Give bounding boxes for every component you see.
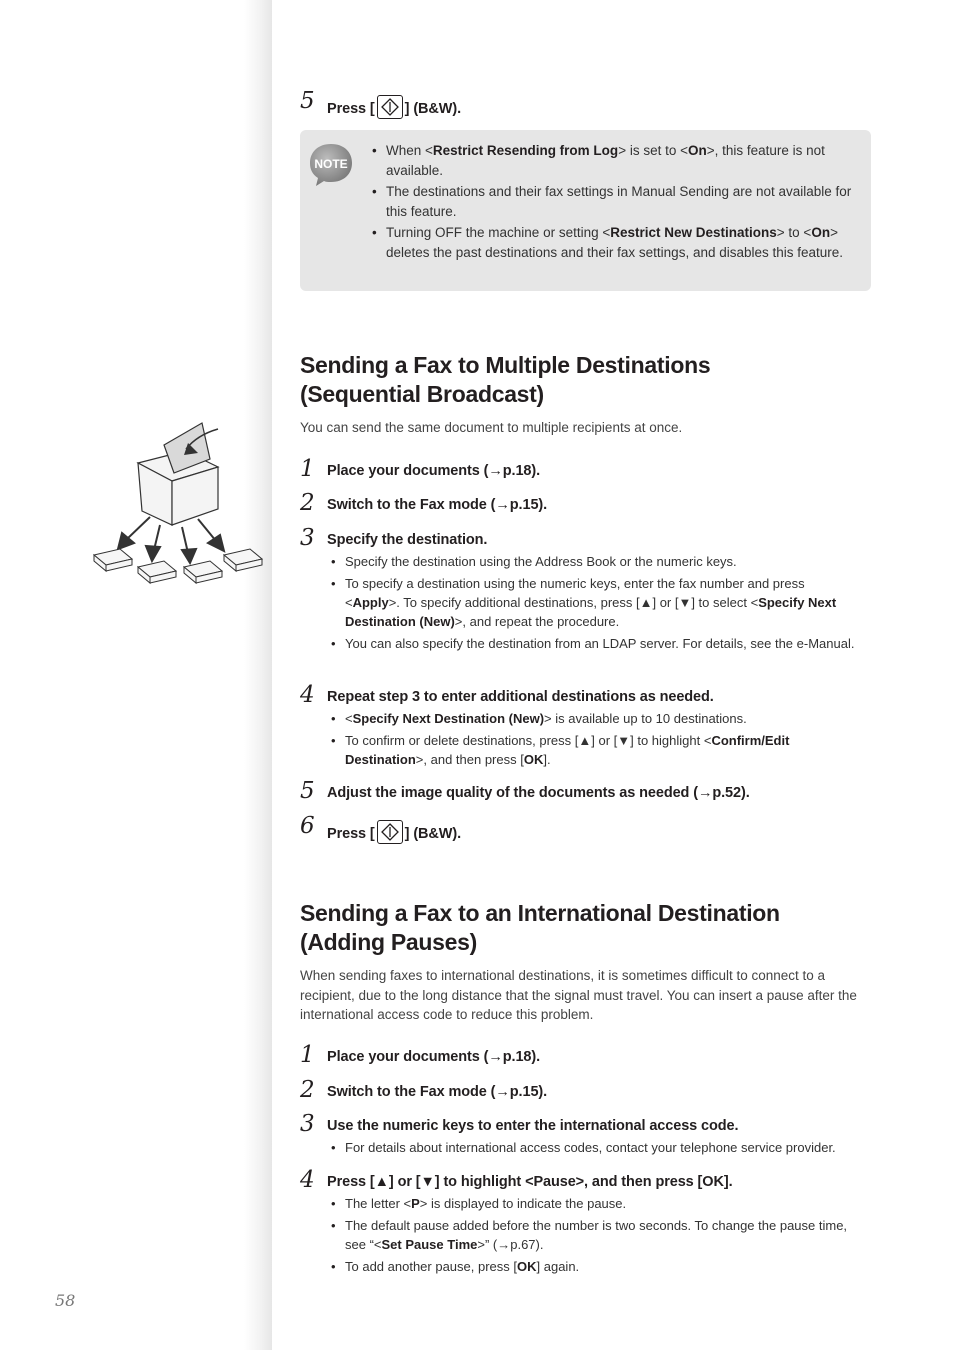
note-label: NOTE (314, 157, 348, 171)
page-number: 58 (55, 1291, 76, 1310)
list-item: • The default pause added before the number is two seconds. To change the pause time, see “<Set Pause Time>” (→p.67). (331, 1216, 856, 1254)
note-item: • When <Restrict Resending from Log> is set to <On>, this feature is not available. (372, 141, 857, 180)
s2-step-4-bullets (331, 1194, 856, 1279)
s2-step-3-bullets (331, 1138, 876, 1160)
step-text: Switch to the Fax mode (→p.15). (327, 1084, 548, 1100)
list-item: • Specify the destination using the Address Book or the numeric keys. (331, 552, 856, 571)
note-icon (308, 142, 354, 188)
note-item: • The destinations and their fax settings in Manual Sending are not available for this feature. (372, 182, 857, 221)
list-item: • To specify a destination using the numeric keys, enter the fax number and press <Apply>. To specify additional destinations, press [▲] or [▼] to select <Specify Next Destination (New)>, and repeat the procedure. (331, 574, 856, 631)
step-number: 3 (300, 1111, 315, 1137)
list-item: • The letter <P> is displayed to indicate the pause. (331, 1194, 856, 1213)
page-margin-shade (0, 0, 272, 1350)
section-title-sequential-broadcast: Sending a Fax to Multiple Destinations (Sequential Broadcast) (300, 352, 711, 407)
section-intro: You can send the same document to multiple recipients at once. (300, 420, 683, 435)
section-title-international: Sending a Fax to an International Destination (Adding Pauses) (300, 900, 780, 955)
step-number: 6 (300, 813, 315, 839)
start-key-icon (377, 820, 403, 844)
step-number: 2 (300, 1077, 315, 1103)
step-text: Press [ ] (B&W). (327, 820, 461, 844)
step-text: Repeat step 3 to enter additional destinations as needed. (327, 689, 714, 705)
step-text: Press [ ] (B&W). (327, 95, 461, 119)
step-number: 1 (300, 1042, 315, 1068)
step-number: 3 (300, 525, 315, 551)
step-number: 4 (300, 1167, 315, 1193)
section-intro: When sending faxes to international destinations, it is sometimes difficult to connect to a recipient, due to the long distance that the signal must travel. You can insert a pause after the international access code to reduce this problem. (300, 968, 857, 1022)
list-item: • You can also specify the destination from an LDAP server. For details, see the e-Manual. (331, 634, 856, 653)
note-box (300, 130, 871, 291)
note-item: • Turning OFF the machine or setting <Restrict New Destinations> to <On> deletes the past destinations and their fax settings, and disables this feature. (372, 223, 857, 262)
step-number: 4 (300, 682, 315, 708)
s1-step-3-bullets (331, 552, 856, 656)
step-number: 1 (300, 456, 315, 482)
step-number: 5 (300, 88, 315, 114)
step-number: 2 (300, 490, 315, 516)
broadcast-illustration (90, 415, 270, 595)
step-text: Switch to the Fax mode (→p.15). (327, 497, 548, 513)
list-item: • To confirm or delete destinations, press [▲] or [▼] to highlight <Confirm/Edit Destination>, and then press [OK]. (331, 731, 856, 769)
list-item: • To add another pause, press [OK] again. (331, 1257, 856, 1276)
step-text: Use the numeric keys to enter the international access code. (327, 1118, 739, 1134)
step-text: Adjust the image quality of the documents as needed (→p.52). (327, 785, 750, 801)
step-text: Place your documents (→p.18). (327, 1049, 541, 1065)
list-item: • <Specify Next Destination (New)> is available up to 10 destinations. (331, 709, 856, 728)
note-list (372, 141, 857, 264)
list-item: • For details about international access codes, contact your telephone service provider. (331, 1138, 876, 1157)
step-text: Specify the destination. (327, 532, 488, 548)
step-text: Place your documents (→p.18). (327, 463, 541, 479)
step-text: Press [▲] or [▼] to highlight <Pause>, and then press [OK]. (327, 1174, 733, 1190)
step-number: 5 (300, 778, 315, 804)
start-key-icon (377, 95, 403, 119)
s1-step-4-bullets (331, 709, 856, 772)
